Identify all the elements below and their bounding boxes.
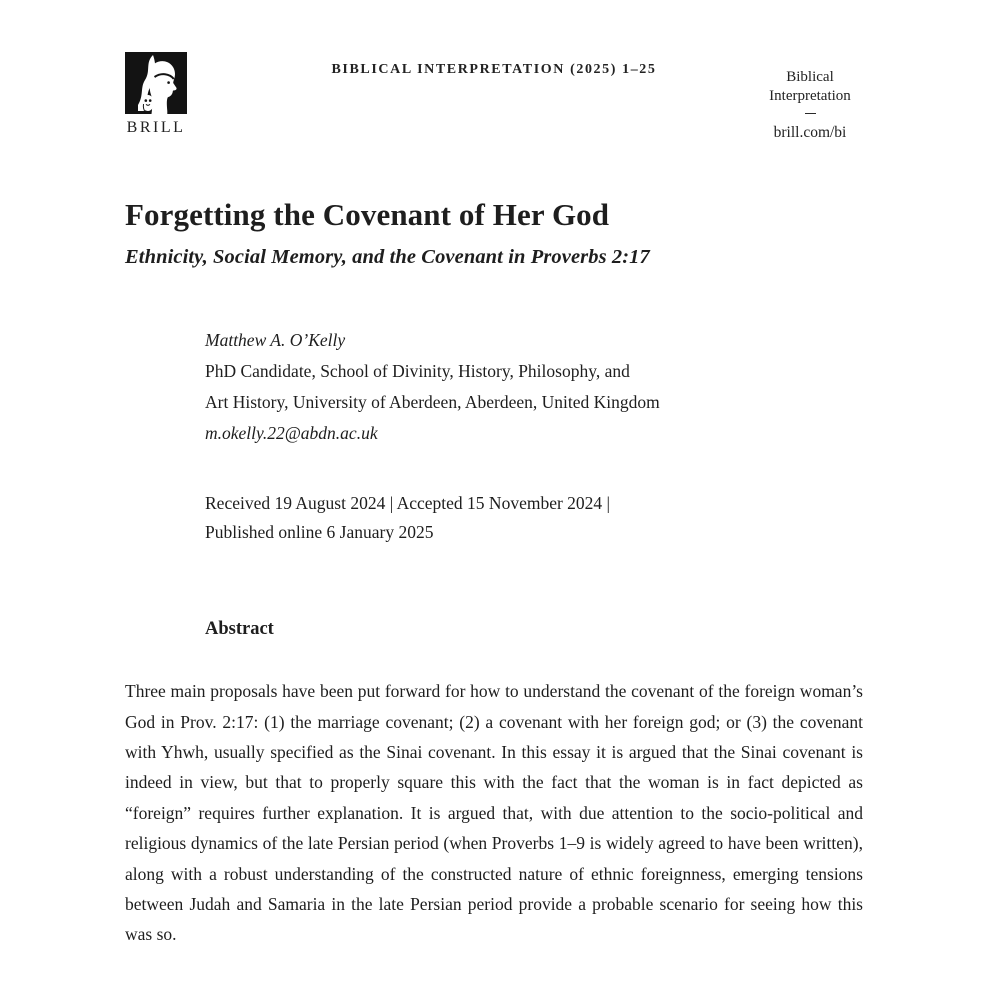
dates-line2: Published online 6 January 2025 <box>205 522 434 543</box>
author-email-link[interactable]: m.okelly.22@abdn.ac.uk <box>205 423 378 444</box>
journal-name-line2: Interpretation <box>769 88 851 104</box>
publication-dates <box>205 489 863 547</box>
abstract-heading: Abstract <box>205 619 274 640</box>
journal-url-link[interactable]: brill.com/bi <box>773 124 847 141</box>
abstract-text: Three main proposals have been put forward for how to understand the covenant of the foreign woman’s God in Prov. 2:17: (1) the marriage covenant; (2) a covenant with her foreign god; or (3) the covenant with Yhwh, usually specified as the Sinai covenant. In this essay it is argued that the Sinai covenant is indeed in view, but that to properly square this with the fact that the woman is in fact depicted as “foreign” requires further explanation. It is argued that, with due attention to the socio-political and religious dynamics of the late Persian period (when Proverbs 1–9 is widely agreed to have been written), along with a robust understanding of the constructed nature of ethnic foreignness, emerging tensions between Judah and Samaria in the late Persian period provide a probable scenario for seeing how this was so. <box>125 681 863 945</box>
journal-reference-block <box>750 68 870 142</box>
brill-wordmark: BRILL <box>126 119 186 136</box>
journal-issue-line: BIBLICAL INTERPRETATION (2025) 1–25 <box>331 62 657 77</box>
journal-name-line1: Biblical <box>786 69 834 85</box>
article-title: Forgetting the Covenant of Her God <box>125 197 610 232</box>
article-subtitle: Ethnicity, Social Memory, and the Covenant in Proverbs 2:17 <box>125 246 650 269</box>
journal-name-divider <box>805 113 816 114</box>
dates-line1: Received 19 August 2024 | Accepted 15 November 2024 | <box>205 493 611 514</box>
article-front-matter <box>125 198 863 950</box>
author-affiliation-line1: PhD Candidate, School of Divinity, History, Philosophy, and <box>205 361 630 382</box>
author-block <box>205 325 863 449</box>
author-name: Matthew A. O’Kelly <box>205 330 346 351</box>
author-affiliation-line2: Art History, University of Aberdeen, Aberdeen, United Kingdom <box>205 392 660 413</box>
masthead <box>0 0 988 170</box>
